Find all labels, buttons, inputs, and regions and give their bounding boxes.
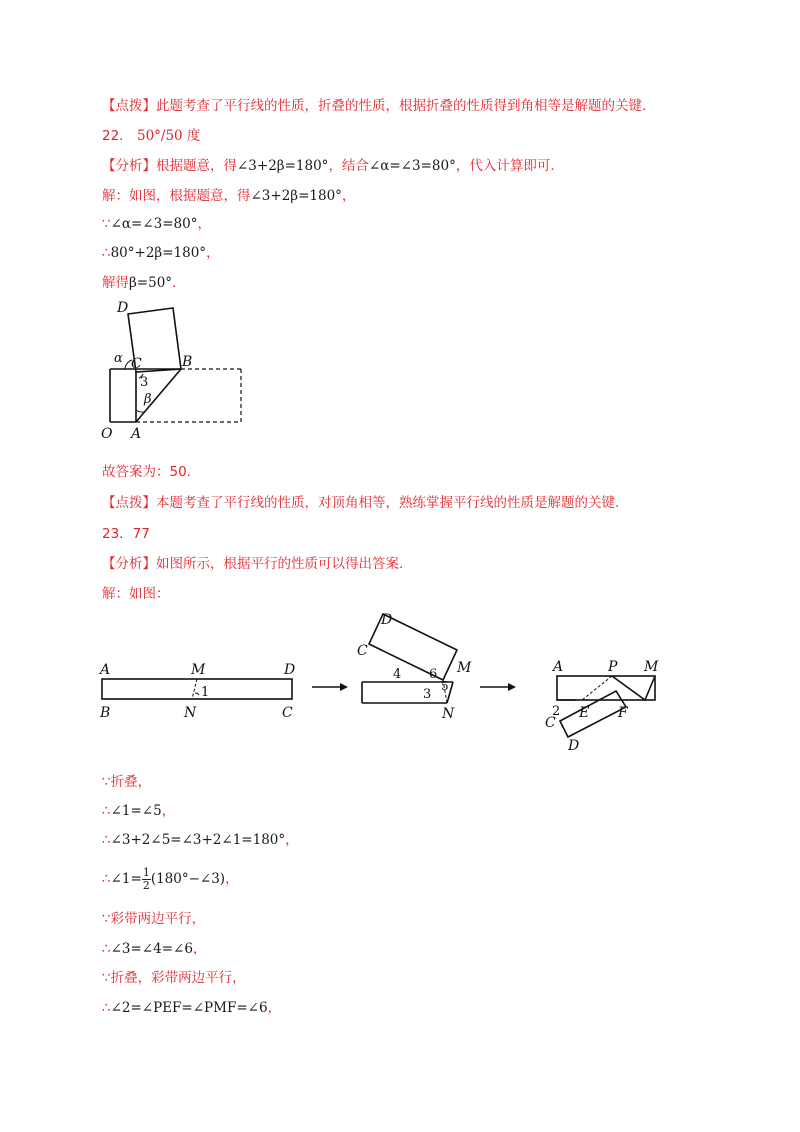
therefore-line: [102, 939, 206, 959]
formula: β=50°: [129, 275, 173, 291]
label-5: 5: [441, 679, 449, 693]
label-O: O: [101, 426, 113, 442]
arrow-icon: [478, 680, 518, 694]
label-M: M: [644, 659, 659, 675]
analysis-text-c: ，代入计算即可.: [455, 158, 555, 174]
formula: (180°−∠3): [150, 871, 226, 887]
label-B: B: [100, 705, 111, 721]
analysis-tag: 【分析】: [102, 158, 156, 174]
label-M: M: [191, 662, 206, 678]
punct: .: [172, 275, 177, 291]
analysis-text-a: 根据题意，得: [156, 158, 237, 174]
because-symbol: ∵: [102, 911, 111, 927]
analysis-line-22: [102, 156, 555, 176]
solution-text: 解：如图，根据题意，得: [102, 188, 251, 204]
because-line: [102, 772, 151, 792]
formula: ∠α=∠3=80°: [110, 216, 198, 232]
punct: ，: [206, 245, 220, 261]
label-A: A: [100, 662, 111, 678]
analysis-text: 如图所示，根据平行的性质可以得出答案.: [156, 556, 404, 572]
label-N: N: [442, 706, 455, 722]
label-2: 2: [552, 704, 561, 719]
answer-value: 50°/50 度: [136, 128, 201, 144]
label-A: A: [131, 426, 142, 442]
hint-line-22: [102, 493, 619, 513]
formula: ∠1=: [110, 871, 142, 887]
solution-line: [102, 186, 355, 206]
label-A: A: [553, 659, 564, 675]
formula: ∠3=∠4=∠6: [110, 941, 193, 957]
denominator: 2: [142, 878, 150, 892]
figure-23-strip: [95, 655, 305, 725]
therefore-symbol: ∴: [102, 941, 111, 957]
punct: ，: [341, 188, 356, 204]
therefore-line: [102, 998, 281, 1018]
formula: ∠3+2β=180°: [237, 158, 329, 174]
therefore-symbol: ∴: [102, 871, 111, 887]
punct: ，: [197, 216, 211, 232]
label-F: F: [618, 705, 628, 721]
reason-text: 折叠，彩带两边平行，: [110, 970, 246, 986]
therefore-line: [102, 864, 239, 894]
answer-22: [102, 126, 200, 146]
therefore-symbol: ∴: [102, 803, 111, 819]
because-symbol: ∵: [102, 970, 111, 986]
result-text: 解得: [102, 275, 129, 291]
hint-text: 本题考查了平行线的性质，对顶角相等，熟练掌握平行线的性质是解题的关键.: [156, 495, 620, 511]
answer-text: 故答案为：50.: [102, 464, 191, 480]
analysis-line-23: [102, 554, 403, 574]
label-beta: β: [144, 392, 152, 407]
answer-23: 23．77: [102, 526, 150, 542]
question-number: 22．: [102, 128, 133, 144]
label-1: 1: [201, 685, 210, 700]
because-line: [102, 214, 211, 234]
therefore-symbol: ∴: [102, 245, 111, 261]
punct: ，: [161, 803, 176, 819]
label-D: D: [284, 662, 296, 678]
label-E: E: [579, 705, 590, 721]
formula: 80°+2β=180°: [110, 245, 207, 261]
punct: ，: [285, 832, 299, 848]
because-symbol: ∵: [102, 216, 111, 232]
hint-tag: 【点拨】: [102, 98, 156, 114]
therefore-line: [102, 243, 220, 263]
analysis-tag: 【分析】: [102, 556, 156, 572]
therefore-symbol: ∴: [102, 832, 111, 848]
therefore-line: [102, 830, 299, 850]
label-6: 6: [429, 667, 438, 682]
label-D: D: [568, 738, 580, 754]
reason-text: 彩带两边平行，: [110, 911, 206, 927]
label-M: M: [457, 660, 472, 676]
label-C: C: [131, 356, 142, 372]
label-P: P: [608, 659, 618, 675]
formula: ∠α=∠3=80°: [368, 158, 456, 174]
label-C: C: [282, 705, 293, 721]
label-4: 4: [393, 667, 402, 682]
reason-text: 折叠，: [110, 774, 152, 790]
therefore-symbol: ∴: [102, 1000, 111, 1016]
figure-22: [95, 298, 255, 443]
formula: ∠2=∠PEF=∠PMF=∠6: [110, 1000, 268, 1016]
therefore-line: [102, 801, 175, 821]
solution-intro: 解：如图：: [102, 586, 170, 602]
punct: ，: [267, 1000, 282, 1016]
label-D: D: [381, 612, 393, 628]
hint-tag: 【点拨】: [102, 495, 156, 511]
label-D: D: [117, 300, 129, 316]
formula: ∠1=∠5: [110, 803, 162, 819]
label-N: N: [184, 705, 197, 721]
figure-23-fold1: [355, 610, 475, 722]
label-C: C: [545, 715, 556, 731]
analysis-text-b: ，结合: [328, 158, 369, 174]
arrow-icon: [310, 680, 350, 694]
because-line: [102, 909, 205, 929]
label-alpha: α: [114, 351, 123, 366]
result-line: [102, 273, 176, 293]
punct: ，: [225, 871, 239, 887]
because-symbol: ∵: [102, 774, 111, 790]
hint-line-21: [102, 96, 646, 116]
fraction: [142, 867, 151, 892]
label-B: B: [182, 354, 193, 370]
label-3: 3: [423, 687, 432, 702]
label-3: 3: [140, 375, 149, 390]
punct: ，: [192, 941, 207, 957]
formula: ∠3+2β=180°: [250, 188, 342, 204]
figure-23-fold2: [540, 655, 670, 755]
formula: ∠3+2∠5=∠3+2∠1=180°: [110, 832, 286, 848]
label-C: C: [357, 643, 368, 659]
hint-text: 此题考查了平行线的性质，折叠的性质，根据折叠的性质得到角相等是解题的关键.: [156, 98, 647, 114]
numerator: 1: [142, 865, 150, 879]
because-line: [102, 968, 246, 988]
